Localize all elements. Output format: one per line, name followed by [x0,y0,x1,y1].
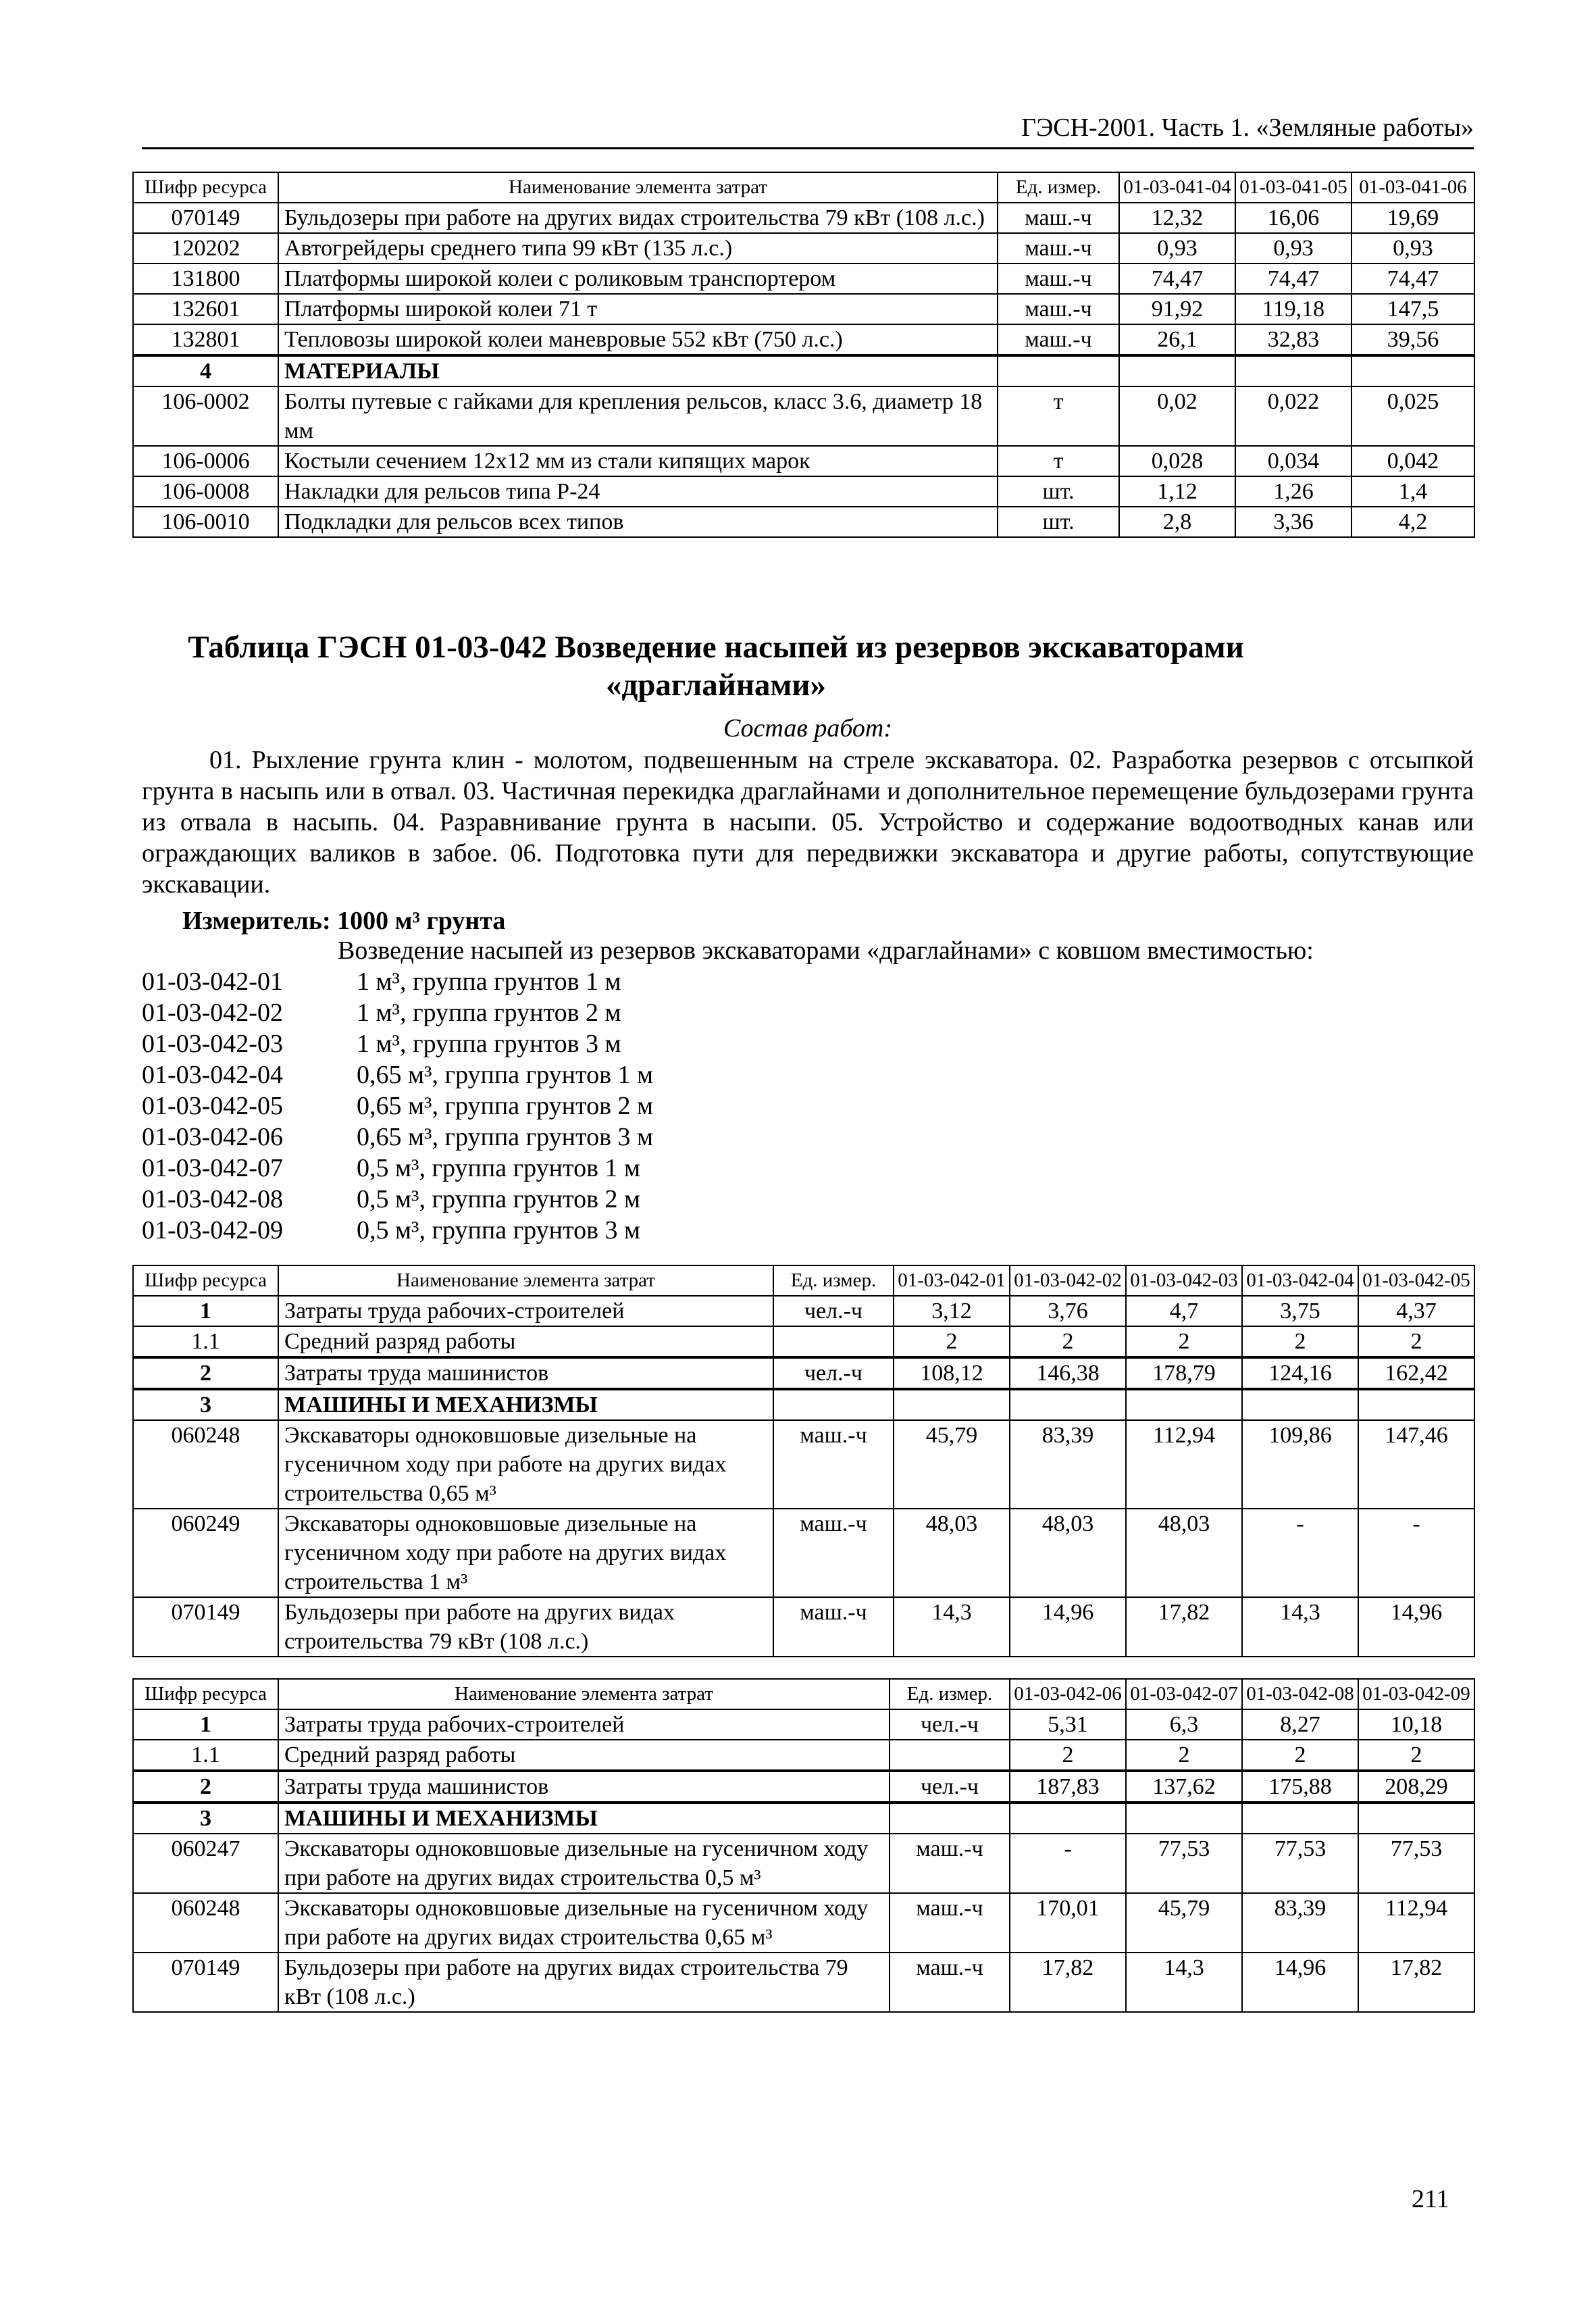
col-unit-header: Ед. измер. [890,1679,1010,1709]
table-row [133,446,1474,476]
variant-item [142,997,653,1028]
norm-value: 4,37 [1358,1296,1474,1326]
norm-value: 170,01 [1010,1893,1126,1953]
norm-value: 3,12 [894,1296,1010,1326]
norm-value: 2 [1126,1326,1242,1357]
col-norm-header: 01-03-042-05 [1358,1265,1474,1296]
cost-element-name: Платформы широкой колеи 71 т [278,294,998,324]
cost-element-name: Бульдозеры при работе на других видах строительства 79 кВт (108 л.с.) [278,203,998,233]
cost-element-name: МАШИНЫ И МЕХАНИЗМЫ [278,1803,890,1834]
unit: маш.-ч [998,294,1119,324]
col-norm-header: 01-03-042-09 [1358,1679,1474,1709]
norm-value: 74,47 [1119,263,1235,294]
norm-value: 26,1 [1119,324,1235,355]
variant-code: 01-03-042-02 [142,999,283,1027]
cost-element-name: Средний разряд работы [278,1740,890,1771]
variant-item [142,966,653,997]
norm-value: 2 [894,1326,1010,1357]
norm-value: 119,18 [1235,294,1352,324]
col-norm-header: 01-03-042-08 [1242,1679,1358,1709]
table-header-row [133,172,1474,203]
unit [890,1803,1010,1834]
norm-value [1119,355,1235,386]
table-row [133,324,1474,355]
unit: маш.-ч [773,1597,894,1657]
norm-value: 2 [1010,1740,1126,1771]
resource-code: 060249 [133,1509,278,1597]
measurement-unit: Измеритель: 1000 м³ грунта [182,907,506,935]
cost-element-name: Платформы широкой колеи с роликовым транспортером [278,263,998,294]
norm-value: 17,82 [1358,1953,1474,2012]
norm-value: 14,96 [1242,1953,1358,2012]
resource-code: 060247 [133,1834,278,1893]
table-row [133,294,1474,324]
norm-value: 2 [1242,1740,1358,1771]
resource-code: 3 [133,1389,278,1420]
unit: маш.-ч [773,1420,894,1509]
norm-value: 6,3 [1126,1709,1242,1740]
table-row [133,1709,1474,1740]
norm-value: 77,53 [1242,1834,1358,1893]
unit: маш.-ч [773,1509,894,1597]
norm-value: 14,3 [1242,1597,1358,1657]
cost-element-name: МАШИНЫ И МЕХАНИЗМЫ [278,1389,773,1420]
unit: маш.-ч [998,263,1119,294]
col-norm-header: 01-03-042-03 [1126,1265,1242,1296]
norm-value: 17,82 [1126,1597,1242,1657]
norm-value [1010,1389,1126,1420]
norm-value: 2 [1010,1326,1126,1357]
norm-value: 147,5 [1352,294,1474,324]
norm-value: 4,2 [1352,507,1474,537]
norm-value: 3,36 [1235,507,1352,537]
resource-code: 132601 [133,294,278,324]
norm-value: 8,27 [1242,1709,1358,1740]
cost-element-name: Костыли сечением 12x12 мм из стали кипящих марок [278,446,998,476]
cost-element-name: Тепловозы широкой колеи маневровые 552 кВт (750 л.с.) [278,324,998,355]
norm-value: 45,79 [894,1420,1010,1509]
cost-element-name: Затраты труда рабочих-строителей [278,1296,773,1326]
norm-value: 162,42 [1358,1357,1474,1389]
col-code-header: Шифр ресурса [133,1265,278,1296]
norm-value: 0,022 [1235,386,1352,446]
cost-element-name: Затраты труда машинистов [278,1357,773,1389]
norm-value: 2,8 [1119,507,1235,537]
cost-element-name: Экскаваторы одноковшовые дизельные на гусеничном ходу при работе на других видах строительства 0,65 м³ [278,1893,890,1953]
cost-element-name: Экскаваторы одноковшовые дизельные на гусеничном ходу при работе на других видах строительства 1 м³ [278,1509,773,1597]
norm-value: 48,03 [1126,1509,1242,1597]
unit [998,355,1119,386]
norm-value: 1,12 [1119,476,1235,507]
norm-value: 108,12 [894,1357,1010,1389]
norm-value: 0,028 [1119,446,1235,476]
norm-value: 4,7 [1126,1296,1242,1326]
unit: чел.-ч [890,1709,1010,1740]
col-name-header: Наименование элемента затрат [278,1265,773,1296]
norm-value [1126,1389,1242,1420]
norm-value: 208,29 [1358,1771,1474,1803]
cost-element-name: Накладки для рельсов типа Р-24 [278,476,998,507]
table-row [133,263,1474,294]
table-row [133,1893,1474,1953]
variant-item [142,1153,653,1184]
col-unit-header: Ед. измер. [998,172,1119,203]
table-header-row [133,1679,1474,1709]
unit [773,1326,894,1357]
norm-value: 0,042 [1352,446,1474,476]
norm-value: 77,53 [1126,1834,1242,1893]
table-row [133,1597,1474,1657]
norm-value: 2 [1126,1740,1242,1771]
cost-element-name: Затраты труда машинистов [278,1771,890,1803]
unit: шт. [998,507,1119,537]
variant-text: 1 м³, группа грунтов 3 м [357,1030,621,1058]
unit: маш.-ч [998,233,1119,263]
section-row [133,1803,1474,1834]
norm-value: 74,47 [1352,263,1474,294]
col-code-header: Шифр ресурса [133,1679,278,1709]
table-row [133,1771,1474,1803]
resource-code: 060248 [133,1893,278,1953]
resource-code: 4 [133,355,278,386]
unit: т [998,446,1119,476]
col-name-header: Наименование элемента затрат [278,1679,890,1709]
norm-value [1352,355,1474,386]
resource-code: 2 [133,1357,278,1389]
cost-element-name: Автогрейдеры среднего типа 99 кВт (135 л.с.) [278,233,998,263]
col-code-header: Шифр ресурса [133,172,278,203]
variant-code: 01-03-042-09 [142,1216,283,1244]
section-row [133,1389,1474,1420]
table-row [133,233,1474,263]
norm-value: 187,83 [1010,1771,1126,1803]
variant-text: 0,5 м³, группа грунтов 1 м [357,1154,641,1182]
norm-value: 10,18 [1358,1709,1474,1740]
table-row [133,1834,1474,1893]
unit: шт. [998,476,1119,507]
norm-value: 45,79 [1126,1893,1242,1953]
variant-item [142,1215,653,1246]
variant-item [142,1090,653,1122]
unit: маш.-ч [890,1893,1010,1953]
norm-value: 0,93 [1119,233,1235,263]
variant-item [142,1184,653,1215]
norm-value [1235,355,1352,386]
norm-value: 178,79 [1126,1357,1242,1389]
resource-code: 070149 [133,203,278,233]
norm-value [894,1389,1010,1420]
table-row [133,507,1474,537]
running-header: ГЭСН-2001. Часть 1. «Земляные работы» [142,112,1474,149]
norm-value: 147,46 [1358,1420,1474,1509]
variant-code: 01-03-042-05 [142,1092,283,1120]
resource-table-042-part1 [132,1265,1475,1657]
variant-item [142,1028,653,1059]
variant-text: 0,5 м³, группа грунтов 2 м [357,1185,641,1213]
norm-value: 2 [1242,1326,1358,1357]
page-number: 211 [1412,2185,1449,2213]
norm-value: 137,62 [1126,1771,1242,1803]
table-header-row [133,1265,1474,1296]
norm-value: 14,96 [1358,1597,1474,1657]
norm-value [1242,1803,1358,1834]
norm-value: 14,3 [894,1597,1010,1657]
unit [890,1740,1010,1771]
table-row [133,1420,1474,1509]
norm-value: 12,32 [1119,203,1235,233]
variant-code: 01-03-042-04 [142,1061,283,1089]
norm-value: 1,4 [1352,476,1474,507]
col-norm-header: 01-03-041-06 [1352,172,1474,203]
table-row [133,1953,1474,2012]
norm-value: 109,86 [1242,1420,1358,1509]
variant-text: 1 м³, группа грунтов 2 м [357,999,621,1027]
cost-element-name: Затраты труда рабочих-строителей [278,1709,890,1740]
resource-code: 3 [133,1803,278,1834]
variant-text: 0,65 м³, группа грунтов 3 м [357,1123,654,1151]
norm-value: 48,03 [1010,1509,1126,1597]
cost-element-name: МАТЕРИАЛЫ [278,355,998,386]
norm-value: - [1242,1509,1358,1597]
variant-text: 0,65 м³, группа грунтов 2 м [357,1092,654,1120]
resource-code: 132801 [133,324,278,355]
col-norm-header: 01-03-042-02 [1010,1265,1126,1296]
resource-code: 070149 [133,1953,278,2012]
cost-element-name: Бульдозеры при работе на других видах строительства 79 кВт (108 л.с.) [278,1953,890,2012]
resource-code: 106-0006 [133,446,278,476]
section-title-line: «драглайнами» [606,668,826,703]
unit: маш.-ч [890,1953,1010,2012]
resource-code: 1.1 [133,1326,278,1357]
cost-element-name: Экскаваторы одноковшовые дизельные на гусеничном ходу при работе на других видах строительства 0,5 м³ [278,1834,890,1893]
norm-value [1358,1389,1474,1420]
col-name-header: Наименование элемента затрат [278,172,998,203]
table-row [133,203,1474,233]
table-row [133,1357,1474,1389]
col-norm-header: 01-03-042-07 [1126,1679,1242,1709]
resource-code: 1.1 [133,1740,278,1771]
norm-value: 39,56 [1352,324,1474,355]
col-norm-header: 01-03-042-01 [894,1265,1010,1296]
norm-value: 0,93 [1352,233,1474,263]
variant-item [142,1122,653,1153]
norm-value: 17,82 [1010,1953,1126,2012]
table-row [133,1740,1474,1771]
norm-value [1126,1803,1242,1834]
cost-element-name: Средний разряд работы [278,1326,773,1357]
norm-value: 77,53 [1358,1834,1474,1893]
resource-code: 060248 [133,1420,278,1509]
table-row [133,1326,1474,1357]
section-title-line: Таблица ГЭСН 01-03-042 Возведение насыпей из резервов экскаваторами [188,630,1244,665]
norm-value [1242,1389,1358,1420]
cost-element-name: Экскаваторы одноковшовые дизельные на гусеничном ходу при работе на других видах строительства 0,65 м³ [278,1420,773,1509]
cost-element-name: Болты путевые с гайками для крепления рельсов, класс 3.6, диаметр 18 мм [278,386,998,446]
norm-value: 74,47 [1235,263,1352,294]
table-row [133,476,1474,507]
norm-value: 0,02 [1119,386,1235,446]
norm-value: 0,93 [1235,233,1352,263]
resource-code: 106-0002 [133,386,278,446]
section-title [142,628,1290,704]
unit: маш.-ч [890,1834,1010,1893]
norm-value: 91,92 [1119,294,1235,324]
norm-value: 112,94 [1358,1893,1474,1953]
norm-value: 112,94 [1126,1420,1242,1509]
norm-value: 5,31 [1010,1709,1126,1740]
norm-value [1358,1803,1474,1834]
norm-value: 0,025 [1352,386,1474,446]
resource-code: 120202 [133,233,278,263]
col-norm-header: 01-03-041-05 [1235,172,1352,203]
variant-text: 0,65 м³, группа грунтов 1 м [357,1061,654,1089]
variant-item [142,1059,653,1090]
col-norm-header: 01-03-041-04 [1119,172,1235,203]
resource-code: 106-0008 [133,476,278,507]
unit: т [998,386,1119,446]
norm-value: 83,39 [1010,1420,1126,1509]
unit: маш.-ч [998,203,1119,233]
resource-code: 131800 [133,263,278,294]
resource-code: 070149 [133,1597,278,1657]
norm-value: 175,88 [1242,1771,1358,1803]
norm-value: 48,03 [894,1509,1010,1597]
norm-value: 2 [1358,1326,1474,1357]
resource-code: 1 [133,1709,278,1740]
work-composition-label: Состав работ: [723,714,893,743]
table-row [133,1509,1474,1597]
col-norm-header: 01-03-042-04 [1242,1265,1358,1296]
cost-element-name: Подкладки для рельсов всех типов [278,507,998,537]
unit: чел.-ч [773,1296,894,1326]
resource-code: 2 [133,1771,278,1803]
norm-value [1010,1803,1126,1834]
norm-value: 14,3 [1126,1953,1242,2012]
norm-value: 14,96 [1010,1597,1126,1657]
unit: чел.-ч [773,1357,894,1389]
norm-value: 0,034 [1235,446,1352,476]
table-row [133,1296,1474,1326]
variant-code: 01-03-042-06 [142,1123,283,1151]
variant-code: 01-03-042-08 [142,1185,283,1213]
variants-intro: Возведение насыпей из резервов экскаваторами «драглайнами» с ковшом вместимостью: [338,936,1314,965]
norm-value: - [1010,1834,1126,1893]
variant-code: 01-03-042-01 [142,967,283,996]
resource-table-042-part2 [132,1678,1475,2013]
section-row [133,355,1474,386]
norm-value: 3,75 [1242,1296,1358,1326]
resource-code: 1 [133,1296,278,1326]
unit [773,1389,894,1420]
norm-value: 83,39 [1242,1893,1358,1953]
unit: маш.-ч [998,324,1119,355]
variant-code: 01-03-042-07 [142,1154,283,1182]
norm-value: - [1358,1509,1474,1597]
table-row [133,386,1474,446]
variant-code: 01-03-042-03 [142,1030,283,1058]
unit: чел.-ч [890,1771,1010,1803]
resource-table-041 [132,172,1475,538]
variant-text: 1 м³, группа грунтов 1 м [357,967,621,996]
work-composition-text: 01. Рыхление грунта клин - молотом, подвешенным на стреле экскаватора. 02. Разработка резервов с отсыпкой грунта в насыпь или в отвал. 03. Частичная перекидка драглайнами и дополнительное перемещение бульдозерами грунта из отвала в насыпь. 04. Разравнивание грунта в насыпи. 05. Устройство и содержание водоотводных канав или ограждающих валиков в забое. 06. Подготовка пути для передвижки экскаватора и другие работы, сопутствующие экскавации. [142,746,1474,899]
norm-value: 16,06 [1235,203,1352,233]
resource-code: 106-0010 [133,507,278,537]
col-unit-header: Ед. измер. [773,1265,894,1296]
norm-value: 124,16 [1242,1357,1358,1389]
norm-value: 2 [1358,1740,1474,1771]
norm-value: 3,76 [1010,1296,1126,1326]
norm-value: 19,69 [1352,203,1474,233]
variants-list [142,966,653,1246]
cost-element-name: Бульдозеры при работе на других видах строительства 79 кВт (108 л.с.) [278,1597,773,1657]
norm-value: 32,83 [1235,324,1352,355]
norm-value: 1,26 [1235,476,1352,507]
norm-value: 146,38 [1010,1357,1126,1389]
variant-text: 0,5 м³, группа грунтов 3 м [357,1216,641,1244]
col-norm-header: 01-03-042-06 [1010,1679,1126,1709]
